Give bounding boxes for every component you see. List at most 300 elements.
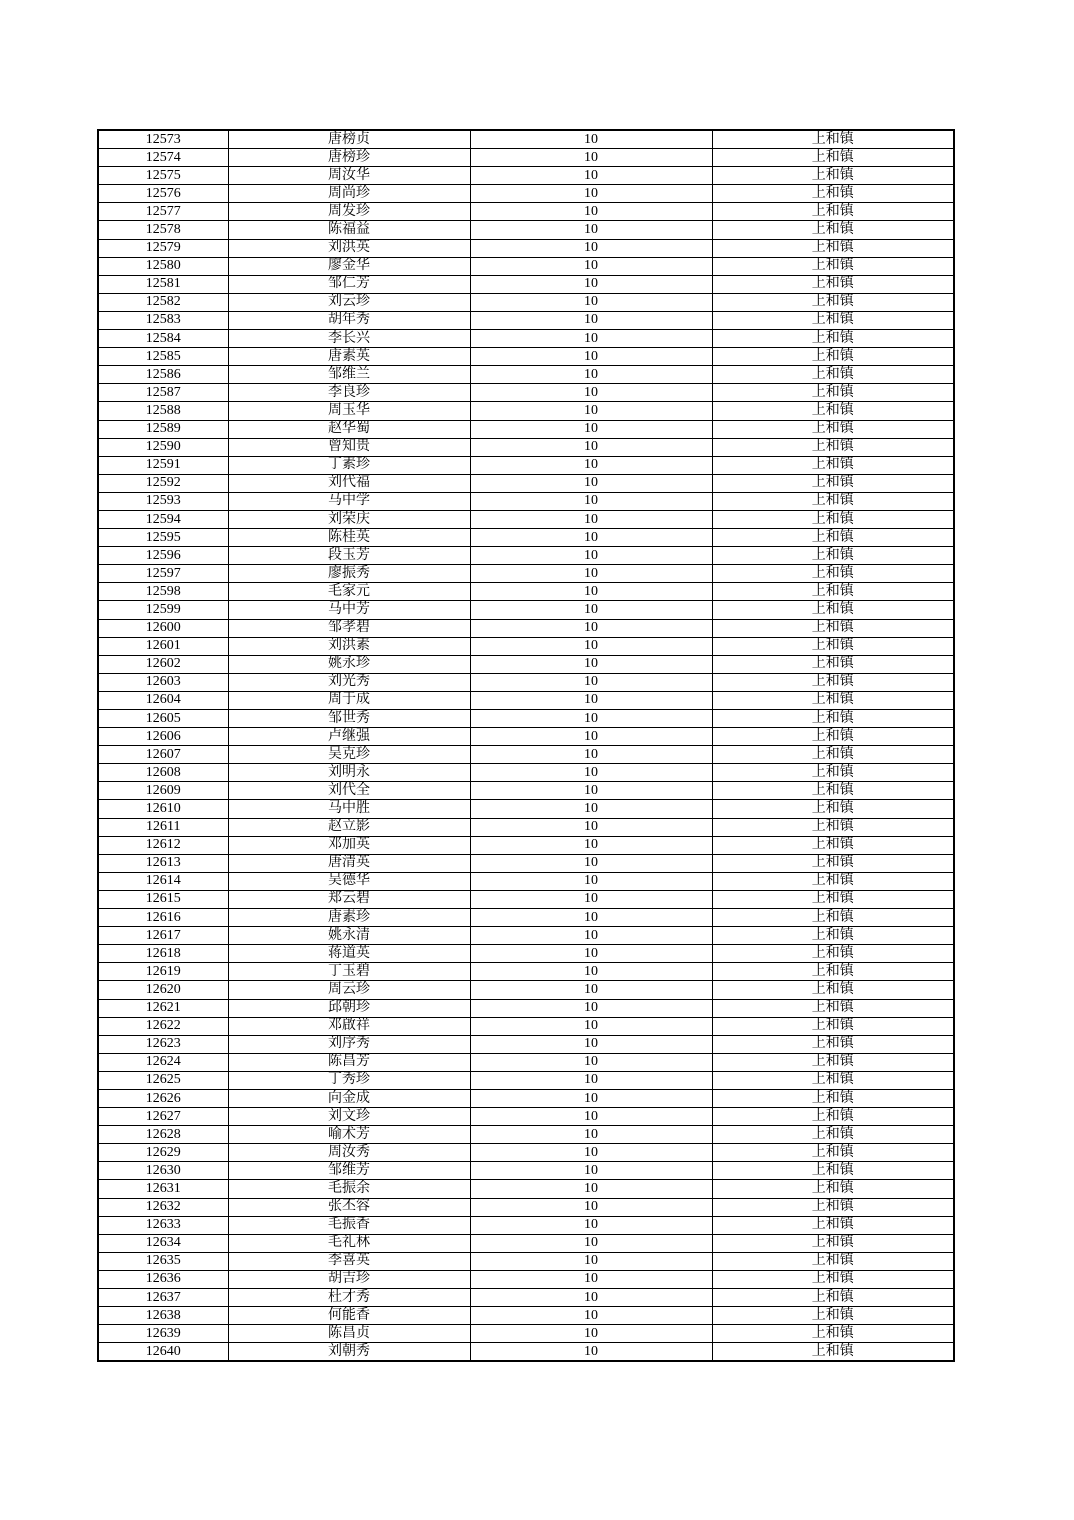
record-id-cell: 12626 bbox=[98, 1089, 228, 1107]
table-row bbox=[98, 1180, 954, 1198]
town-cell: 上和镇 bbox=[712, 728, 954, 746]
record-id-cell: 12600 bbox=[98, 619, 228, 637]
amount-cell: 10 bbox=[470, 710, 712, 728]
town-cell: 上和镇 bbox=[712, 1252, 954, 1270]
amount-cell: 10 bbox=[470, 275, 712, 293]
record-id-cell: 12583 bbox=[98, 311, 228, 329]
table-row bbox=[98, 1053, 954, 1071]
table-row bbox=[98, 1307, 954, 1325]
town-cell: 上和镇 bbox=[712, 185, 954, 203]
table-row bbox=[98, 1144, 954, 1162]
table-row bbox=[98, 456, 954, 474]
table-row bbox=[98, 366, 954, 384]
amount-cell: 10 bbox=[470, 1144, 712, 1162]
amount-cell: 10 bbox=[470, 601, 712, 619]
table-row bbox=[98, 1035, 954, 1053]
table-row bbox=[98, 565, 954, 583]
name-cell: 毛振余 bbox=[228, 1180, 470, 1198]
table-row bbox=[98, 167, 954, 185]
record-id-cell: 12573 bbox=[98, 130, 228, 149]
records-table bbox=[97, 129, 955, 1362]
name-cell: 向金成 bbox=[228, 1089, 470, 1107]
name-cell: 邹孝碧 bbox=[228, 619, 470, 637]
name-cell: 刘洪英 bbox=[228, 239, 470, 257]
name-cell: 姚永清 bbox=[228, 927, 470, 945]
amount-cell: 10 bbox=[470, 1180, 712, 1198]
name-cell: 蒋道英 bbox=[228, 945, 470, 963]
amount-cell: 10 bbox=[470, 438, 712, 456]
record-id-cell: 12587 bbox=[98, 384, 228, 402]
record-id-cell: 12634 bbox=[98, 1234, 228, 1252]
name-cell: 姚永珍 bbox=[228, 655, 470, 673]
town-cell: 上和镇 bbox=[712, 149, 954, 167]
record-id-cell: 12610 bbox=[98, 800, 228, 818]
name-cell: 陈福益 bbox=[228, 221, 470, 239]
table-row bbox=[98, 637, 954, 655]
table-row bbox=[98, 1216, 954, 1234]
name-cell: 周玉华 bbox=[228, 402, 470, 420]
name-cell: 马中胜 bbox=[228, 800, 470, 818]
name-cell: 丁玉碧 bbox=[228, 963, 470, 981]
amount-cell: 10 bbox=[470, 673, 712, 691]
table-row bbox=[98, 239, 954, 257]
record-id-cell: 12607 bbox=[98, 746, 228, 764]
name-cell: 陈桂英 bbox=[228, 529, 470, 547]
record-id-cell: 12580 bbox=[98, 257, 228, 275]
town-cell: 上和镇 bbox=[712, 293, 954, 311]
town-cell: 上和镇 bbox=[712, 764, 954, 782]
name-cell: 刘代全 bbox=[228, 782, 470, 800]
table-row bbox=[98, 438, 954, 456]
amount-cell: 10 bbox=[470, 1216, 712, 1234]
name-cell: 周汝华 bbox=[228, 167, 470, 185]
name-cell: 廖金华 bbox=[228, 257, 470, 275]
record-id-cell: 12640 bbox=[98, 1343, 228, 1362]
amount-cell: 10 bbox=[470, 927, 712, 945]
name-cell: 唐榜珍 bbox=[228, 149, 470, 167]
amount-cell: 10 bbox=[470, 583, 712, 601]
name-cell: 丁秀珍 bbox=[228, 1071, 470, 1089]
amount-cell: 10 bbox=[470, 764, 712, 782]
record-id-cell: 12594 bbox=[98, 510, 228, 528]
table-row bbox=[98, 1126, 954, 1144]
name-cell: 周汝秀 bbox=[228, 1144, 470, 1162]
record-id-cell: 12632 bbox=[98, 1198, 228, 1216]
amount-cell: 10 bbox=[470, 746, 712, 764]
name-cell: 李长兴 bbox=[228, 330, 470, 348]
town-cell: 上和镇 bbox=[712, 673, 954, 691]
name-cell: 马中芳 bbox=[228, 601, 470, 619]
amount-cell: 10 bbox=[470, 800, 712, 818]
town-cell: 上和镇 bbox=[712, 1053, 954, 1071]
table-row bbox=[98, 583, 954, 601]
amount-cell: 10 bbox=[470, 1198, 712, 1216]
amount-cell: 10 bbox=[470, 547, 712, 565]
table-row bbox=[98, 529, 954, 547]
record-id-cell: 12597 bbox=[98, 565, 228, 583]
amount-cell: 10 bbox=[470, 818, 712, 836]
town-cell: 上和镇 bbox=[712, 130, 954, 149]
name-cell: 毛振香 bbox=[228, 1216, 470, 1234]
name-cell: 邹世秀 bbox=[228, 710, 470, 728]
record-id-cell: 12592 bbox=[98, 474, 228, 492]
town-cell: 上和镇 bbox=[712, 601, 954, 619]
town-cell: 上和镇 bbox=[712, 203, 954, 221]
amount-cell: 10 bbox=[470, 185, 712, 203]
town-cell: 上和镇 bbox=[712, 981, 954, 999]
amount-cell: 10 bbox=[470, 1126, 712, 1144]
table-row bbox=[98, 330, 954, 348]
amount-cell: 10 bbox=[470, 909, 712, 927]
name-cell: 周云珍 bbox=[228, 981, 470, 999]
name-cell: 胡年秀 bbox=[228, 311, 470, 329]
table-row bbox=[98, 1162, 954, 1180]
town-cell: 上和镇 bbox=[712, 1307, 954, 1325]
town-cell: 上和镇 bbox=[712, 1343, 954, 1362]
amount-cell: 10 bbox=[470, 890, 712, 908]
table-row bbox=[98, 547, 954, 565]
record-id-cell: 12608 bbox=[98, 764, 228, 782]
name-cell: 郑云碧 bbox=[228, 890, 470, 908]
amount-cell: 10 bbox=[470, 130, 712, 149]
table-row bbox=[98, 492, 954, 510]
table-row bbox=[98, 746, 954, 764]
table-row bbox=[98, 1289, 954, 1307]
amount-cell: 10 bbox=[470, 691, 712, 709]
amount-cell: 10 bbox=[470, 1053, 712, 1071]
town-cell: 上和镇 bbox=[712, 890, 954, 908]
town-cell: 上和镇 bbox=[712, 384, 954, 402]
town-cell: 上和镇 bbox=[712, 529, 954, 547]
name-cell: 吴克珍 bbox=[228, 746, 470, 764]
table-row bbox=[98, 1017, 954, 1035]
name-cell: 赵华蜀 bbox=[228, 420, 470, 438]
amount-cell: 10 bbox=[470, 782, 712, 800]
town-cell: 上和镇 bbox=[712, 1089, 954, 1107]
town-cell: 上和镇 bbox=[712, 818, 954, 836]
name-cell: 喻术芳 bbox=[228, 1126, 470, 1144]
record-id-cell: 12604 bbox=[98, 691, 228, 709]
town-cell: 上和镇 bbox=[712, 1216, 954, 1234]
table-row bbox=[98, 999, 954, 1017]
name-cell: 唐素珍 bbox=[228, 909, 470, 927]
record-id-cell: 12614 bbox=[98, 872, 228, 890]
name-cell: 赵立影 bbox=[228, 818, 470, 836]
town-cell: 上和镇 bbox=[712, 800, 954, 818]
name-cell: 刘朝秀 bbox=[228, 1343, 470, 1362]
town-cell: 上和镇 bbox=[712, 1198, 954, 1216]
record-id-cell: 12595 bbox=[98, 529, 228, 547]
town-cell: 上和镇 bbox=[712, 257, 954, 275]
record-id-cell: 12635 bbox=[98, 1252, 228, 1270]
table-row bbox=[98, 782, 954, 800]
record-id-cell: 12636 bbox=[98, 1270, 228, 1288]
table-row bbox=[98, 185, 954, 203]
amount-cell: 10 bbox=[470, 1343, 712, 1362]
town-cell: 上和镇 bbox=[712, 710, 954, 728]
record-id-cell: 12620 bbox=[98, 981, 228, 999]
town-cell: 上和镇 bbox=[712, 1289, 954, 1307]
record-id-cell: 12593 bbox=[98, 492, 228, 510]
table-row bbox=[98, 764, 954, 782]
town-cell: 上和镇 bbox=[712, 167, 954, 185]
table-row bbox=[98, 800, 954, 818]
table-row bbox=[98, 221, 954, 239]
record-id-cell: 12586 bbox=[98, 366, 228, 384]
amount-cell: 10 bbox=[470, 311, 712, 329]
name-cell: 陈昌芳 bbox=[228, 1053, 470, 1071]
record-id-cell: 12631 bbox=[98, 1180, 228, 1198]
record-id-cell: 12576 bbox=[98, 185, 228, 203]
record-id-cell: 12639 bbox=[98, 1325, 228, 1343]
amount-cell: 10 bbox=[470, 872, 712, 890]
table-row bbox=[98, 384, 954, 402]
amount-cell: 10 bbox=[470, 203, 712, 221]
town-cell: 上和镇 bbox=[712, 547, 954, 565]
amount-cell: 10 bbox=[470, 1289, 712, 1307]
table-row bbox=[98, 963, 954, 981]
record-id-cell: 12581 bbox=[98, 275, 228, 293]
table-row bbox=[98, 691, 954, 709]
amount-cell: 10 bbox=[470, 1234, 712, 1252]
name-cell: 邱朝珍 bbox=[228, 999, 470, 1017]
amount-cell: 10 bbox=[470, 348, 712, 366]
record-id-cell: 12585 bbox=[98, 348, 228, 366]
table-row bbox=[98, 872, 954, 890]
name-cell: 陈昌贞 bbox=[228, 1325, 470, 1343]
name-cell: 刘光秀 bbox=[228, 673, 470, 691]
name-cell: 廖振秀 bbox=[228, 565, 470, 583]
table-row bbox=[98, 203, 954, 221]
record-id-cell: 12575 bbox=[98, 167, 228, 185]
table-row bbox=[98, 945, 954, 963]
amount-cell: 10 bbox=[470, 1071, 712, 1089]
table-row bbox=[98, 1089, 954, 1107]
table-row bbox=[98, 710, 954, 728]
town-cell: 上和镇 bbox=[712, 492, 954, 510]
amount-cell: 10 bbox=[470, 728, 712, 746]
table-row bbox=[98, 909, 954, 927]
table-row bbox=[98, 1234, 954, 1252]
town-cell: 上和镇 bbox=[712, 655, 954, 673]
amount-cell: 10 bbox=[470, 655, 712, 673]
amount-cell: 10 bbox=[470, 149, 712, 167]
town-cell: 上和镇 bbox=[712, 311, 954, 329]
table-row bbox=[98, 311, 954, 329]
amount-cell: 10 bbox=[470, 257, 712, 275]
amount-cell: 10 bbox=[470, 836, 712, 854]
record-id-cell: 12637 bbox=[98, 1289, 228, 1307]
name-cell: 刘序秀 bbox=[228, 1035, 470, 1053]
record-id-cell: 12618 bbox=[98, 945, 228, 963]
record-id-cell: 12584 bbox=[98, 330, 228, 348]
amount-cell: 10 bbox=[470, 1325, 712, 1343]
town-cell: 上和镇 bbox=[712, 366, 954, 384]
table-row bbox=[98, 1325, 954, 1343]
name-cell: 卢继强 bbox=[228, 728, 470, 746]
name-cell: 刘代福 bbox=[228, 474, 470, 492]
table-row bbox=[98, 293, 954, 311]
amount-cell: 10 bbox=[470, 854, 712, 872]
amount-cell: 10 bbox=[470, 420, 712, 438]
record-id-cell: 12621 bbox=[98, 999, 228, 1017]
amount-cell: 10 bbox=[470, 1162, 712, 1180]
record-id-cell: 12627 bbox=[98, 1108, 228, 1126]
amount-cell: 10 bbox=[470, 963, 712, 981]
table-row bbox=[98, 728, 954, 746]
table-row bbox=[98, 818, 954, 836]
name-cell: 唐清英 bbox=[228, 854, 470, 872]
amount-cell: 10 bbox=[470, 1252, 712, 1270]
name-cell: 周于成 bbox=[228, 691, 470, 709]
town-cell: 上和镇 bbox=[712, 330, 954, 348]
town-cell: 上和镇 bbox=[712, 1325, 954, 1343]
name-cell: 张丕容 bbox=[228, 1198, 470, 1216]
name-cell: 邓啟祥 bbox=[228, 1017, 470, 1035]
table-row bbox=[98, 420, 954, 438]
record-id-cell: 12623 bbox=[98, 1035, 228, 1053]
name-cell: 李良珍 bbox=[228, 384, 470, 402]
town-cell: 上和镇 bbox=[712, 963, 954, 981]
amount-cell: 10 bbox=[470, 1017, 712, 1035]
record-id-cell: 12601 bbox=[98, 637, 228, 655]
record-id-cell: 12616 bbox=[98, 909, 228, 927]
record-id-cell: 12629 bbox=[98, 1144, 228, 1162]
record-id-cell: 12605 bbox=[98, 710, 228, 728]
town-cell: 上和镇 bbox=[712, 510, 954, 528]
town-cell: 上和镇 bbox=[712, 348, 954, 366]
record-id-cell: 12611 bbox=[98, 818, 228, 836]
record-id-cell: 12606 bbox=[98, 728, 228, 746]
record-id-cell: 12589 bbox=[98, 420, 228, 438]
town-cell: 上和镇 bbox=[712, 438, 954, 456]
name-cell: 吴德华 bbox=[228, 872, 470, 890]
name-cell: 唐素英 bbox=[228, 348, 470, 366]
record-id-cell: 12590 bbox=[98, 438, 228, 456]
table-row bbox=[98, 1270, 954, 1288]
town-cell: 上和镇 bbox=[712, 456, 954, 474]
town-cell: 上和镇 bbox=[712, 221, 954, 239]
amount-cell: 10 bbox=[470, 330, 712, 348]
record-id-cell: 12602 bbox=[98, 655, 228, 673]
name-cell: 何能香 bbox=[228, 1307, 470, 1325]
amount-cell: 10 bbox=[470, 1108, 712, 1126]
name-cell: 刘文珍 bbox=[228, 1108, 470, 1126]
town-cell: 上和镇 bbox=[712, 691, 954, 709]
name-cell: 刘云珍 bbox=[228, 293, 470, 311]
amount-cell: 10 bbox=[470, 981, 712, 999]
table-row bbox=[98, 402, 954, 420]
table-row bbox=[98, 149, 954, 167]
record-id-cell: 12630 bbox=[98, 1162, 228, 1180]
record-id-cell: 12574 bbox=[98, 149, 228, 167]
table-row bbox=[98, 257, 954, 275]
town-cell: 上和镇 bbox=[712, 1108, 954, 1126]
town-cell: 上和镇 bbox=[712, 909, 954, 927]
record-id-cell: 12615 bbox=[98, 890, 228, 908]
record-id-cell: 12577 bbox=[98, 203, 228, 221]
name-cell: 刘洪素 bbox=[228, 637, 470, 655]
name-cell: 周发珍 bbox=[228, 203, 470, 221]
name-cell: 邓加英 bbox=[228, 836, 470, 854]
record-id-cell: 12613 bbox=[98, 854, 228, 872]
town-cell: 上和镇 bbox=[712, 583, 954, 601]
amount-cell: 10 bbox=[470, 945, 712, 963]
table-row bbox=[98, 619, 954, 637]
amount-cell: 10 bbox=[470, 1307, 712, 1325]
records-table-body bbox=[98, 130, 954, 1361]
table-row bbox=[98, 1108, 954, 1126]
name-cell: 邹维芳 bbox=[228, 1162, 470, 1180]
table-row bbox=[98, 275, 954, 293]
name-cell: 杜才秀 bbox=[228, 1289, 470, 1307]
town-cell: 上和镇 bbox=[712, 1234, 954, 1252]
town-cell: 上和镇 bbox=[712, 854, 954, 872]
amount-cell: 10 bbox=[470, 221, 712, 239]
table-row bbox=[98, 981, 954, 999]
table-row bbox=[98, 927, 954, 945]
amount-cell: 10 bbox=[470, 565, 712, 583]
record-id-cell: 12612 bbox=[98, 836, 228, 854]
record-id-cell: 12603 bbox=[98, 673, 228, 691]
amount-cell: 10 bbox=[470, 510, 712, 528]
amount-cell: 10 bbox=[470, 167, 712, 185]
table-row bbox=[98, 601, 954, 619]
record-id-cell: 12638 bbox=[98, 1307, 228, 1325]
record-id-cell: 12633 bbox=[98, 1216, 228, 1234]
town-cell: 上和镇 bbox=[712, 836, 954, 854]
town-cell: 上和镇 bbox=[712, 619, 954, 637]
record-id-cell: 12596 bbox=[98, 547, 228, 565]
name-cell: 李喜英 bbox=[228, 1252, 470, 1270]
amount-cell: 10 bbox=[470, 384, 712, 402]
amount-cell: 10 bbox=[470, 1089, 712, 1107]
town-cell: 上和镇 bbox=[712, 872, 954, 890]
amount-cell: 10 bbox=[470, 456, 712, 474]
town-cell: 上和镇 bbox=[712, 999, 954, 1017]
table-row bbox=[98, 130, 954, 149]
town-cell: 上和镇 bbox=[712, 782, 954, 800]
town-cell: 上和镇 bbox=[712, 1162, 954, 1180]
record-id-cell: 12609 bbox=[98, 782, 228, 800]
table-row bbox=[98, 510, 954, 528]
town-cell: 上和镇 bbox=[712, 1180, 954, 1198]
amount-cell: 10 bbox=[470, 492, 712, 510]
table-row bbox=[98, 673, 954, 691]
town-cell: 上和镇 bbox=[712, 1144, 954, 1162]
name-cell: 胡吉珍 bbox=[228, 1270, 470, 1288]
record-id-cell: 12624 bbox=[98, 1053, 228, 1071]
table-row bbox=[98, 474, 954, 492]
town-cell: 上和镇 bbox=[712, 927, 954, 945]
town-cell: 上和镇 bbox=[712, 1017, 954, 1035]
amount-cell: 10 bbox=[470, 239, 712, 257]
record-id-cell: 12599 bbox=[98, 601, 228, 619]
amount-cell: 10 bbox=[470, 1035, 712, 1053]
record-id-cell: 12579 bbox=[98, 239, 228, 257]
amount-cell: 10 bbox=[470, 1270, 712, 1288]
town-cell: 上和镇 bbox=[712, 402, 954, 420]
table-row bbox=[98, 1071, 954, 1089]
amount-cell: 10 bbox=[470, 999, 712, 1017]
amount-cell: 10 bbox=[470, 402, 712, 420]
town-cell: 上和镇 bbox=[712, 1270, 954, 1288]
name-cell: 马中学 bbox=[228, 492, 470, 510]
name-cell: 曾知贵 bbox=[228, 438, 470, 456]
name-cell: 段玉芳 bbox=[228, 547, 470, 565]
name-cell: 毛家元 bbox=[228, 583, 470, 601]
town-cell: 上和镇 bbox=[712, 420, 954, 438]
